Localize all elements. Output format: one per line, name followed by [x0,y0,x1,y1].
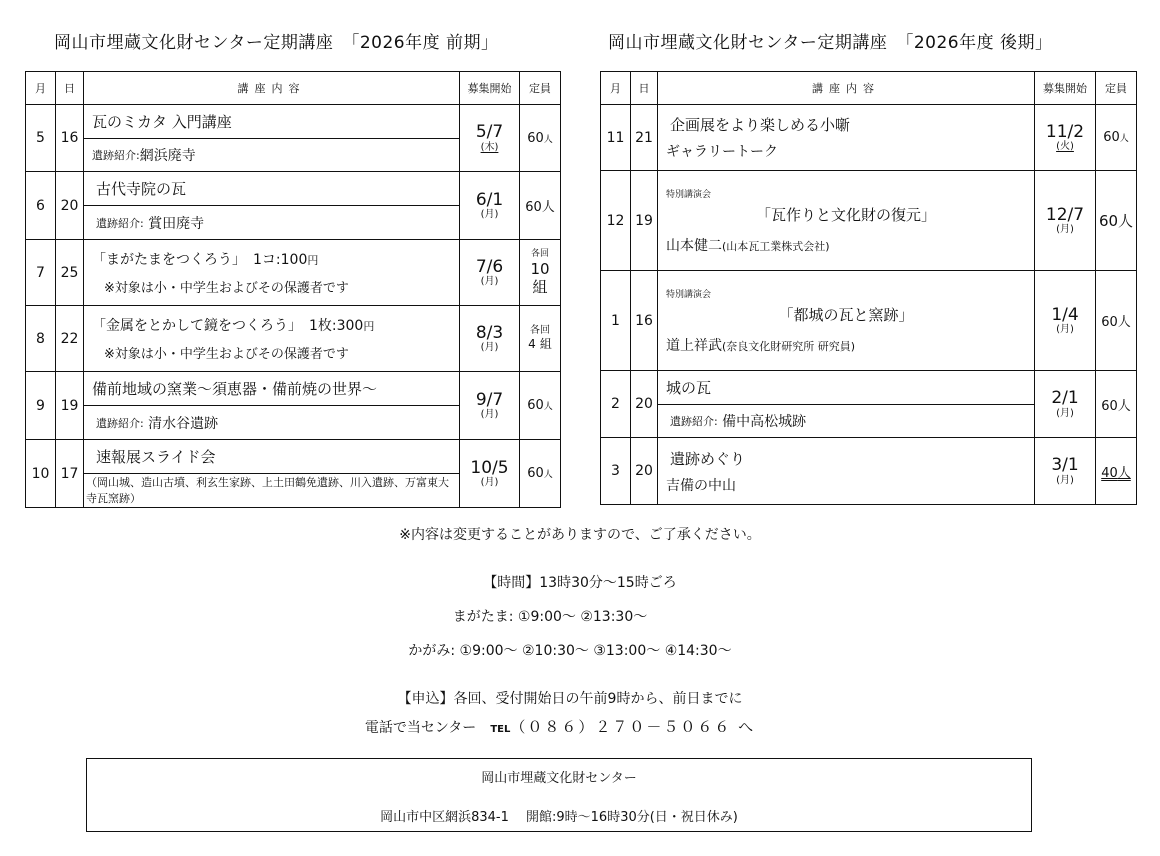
capacity-unit: 人 [1118,212,1134,230]
start-weekday: (月) [1056,474,1074,486]
table-header-row [26,72,561,105]
second-half-schedule-table [600,71,1137,505]
day-cell: 16 [631,271,658,371]
capacity-prefix: 各回 [530,324,550,336]
header-capacity: 定員 [1096,72,1137,105]
capacity-unit: 組 [539,336,552,351]
start-weekday: (月) [1056,324,1074,336]
lecture-title: 「瓦作りと文化財の復元」 [755,205,936,224]
header-day: 日 [56,72,84,105]
site-intro-label: 遺跡紹介: [96,216,144,230]
target-note: ※対象は小・中学生およびその保護者です [104,347,349,362]
site-name: 網浜廃寺 [139,147,196,164]
start-date: 1/4 [1051,304,1079,325]
start-date: 7/6 [475,256,504,277]
table-row [601,271,1137,371]
lecture-title: 古代寺院の瓦 [84,172,459,206]
capacity: 60 [1101,398,1118,414]
capacity: 60 [527,398,544,413]
month-cell: 5 [26,105,56,172]
start-date: 3/1 [1051,455,1079,476]
lecture-title: 城の瓦 [658,371,1034,405]
capacity-unit: 人 [1117,398,1131,414]
month-cell: 12 [601,171,631,271]
site-name: 清水谷遺跡 [148,415,219,432]
lecture-title: 企画展をより楽しめる小噺 [670,116,851,134]
start-date: 8/3 [475,322,504,343]
header-content: 講座内容 [84,72,460,105]
yen-unit: 円 [363,320,375,333]
day-cell: 19 [631,171,658,271]
speaker-affiliation: (奈良文化財研究所 研究員) [722,339,856,353]
table-row [601,171,1137,271]
site-intro-label: 遺跡紹介: [96,416,144,430]
table-header-row [601,72,1137,105]
start-date: 9/7 [475,389,504,410]
capacity-unit: 人 [1119,134,1129,144]
speaker-name: 山本健二 [666,237,722,254]
target-note: ※対象は小・中学生およびその保護者です [104,281,349,296]
capacity-emphasized [1101,466,1131,481]
tel-label: TEL [490,724,511,735]
first-half-schedule-table [25,71,561,508]
start-weekday: (火) [1056,141,1074,153]
start-weekday: (月) [480,409,499,421]
lecture-title: 遺跡めぐり [670,449,746,468]
day-cell: 22 [56,306,84,372]
capacity: 4 [528,336,536,351]
start-weekday: (月) [480,209,499,221]
start-date: 11/2 [1045,121,1085,142]
start-weekday: (月) [480,342,499,354]
header-month: 月 [601,72,631,105]
lecture-title: 「都城の瓦と窯跡」 [778,305,914,324]
table-row [26,306,561,372]
center-name: 岡山市埋蔵文化財センター [481,771,637,786]
month-cell: 1 [601,271,631,371]
start-weekday: (木) [480,141,499,153]
apply-phone-line [0,716,1140,737]
site-name: 賞田廃寺 [148,215,205,232]
speaker-name: 道上祥武 [666,337,722,354]
lecture-title: 「まがたまをつくろう」 1コ:100 [92,252,308,268]
apply-info: 【申込】各回、受付開始日の午前9時から、前日までに [397,691,743,707]
capacity: 60 [527,130,544,146]
start-date: 2/1 [1051,388,1079,409]
lecture-title: 「金属をとかして鏡をつくろう」 1枚:300 [92,318,364,334]
capacity: 60 [1098,212,1119,230]
day-cell: 20 [631,438,658,505]
special-lecture-tag: 特別講演会 [666,289,712,300]
capacity-unit: 人 [543,134,553,145]
header-day: 日 [631,72,658,105]
start-date: 5/7 [475,122,504,143]
day-cell: 16 [56,105,84,172]
header-start: 募集開始 [460,72,520,105]
day-cell: 17 [56,440,84,508]
day-cell: 20 [631,371,658,438]
special-lecture-tag: 特別講演会 [666,189,712,200]
capacity-prefix: 各回 [530,249,549,260]
capacity-unit: 人 [1117,315,1131,330]
capacity: 60 [527,466,544,481]
month-cell: 2 [601,371,631,438]
table-row [601,105,1137,171]
capacity-unit: 人 [543,402,553,412]
lecture-title: 瓦のミカタ 入門講座 [84,105,459,139]
header-month: 月 [26,72,56,105]
site-intro-label: 遺跡紹介: [92,148,140,162]
start-date: 12/7 [1045,204,1085,225]
day-cell: 21 [631,105,658,171]
table-row [26,105,561,172]
capacity-unit: 人 [1117,465,1131,481]
table-row [601,371,1137,438]
start-date: 10/5 [470,457,509,478]
lecture-title: 速報展スライド会 [84,440,459,474]
capacity-unit: 人 [541,200,555,215]
lecture-title: 備前地域の窯業～須恵器・備前焼の世界～ [84,372,459,406]
capacity: 40 [1101,465,1118,481]
start-date: 6/1 [475,189,504,210]
tel-number[interactable]: （０８６）２７０－５０６６ へ [510,718,756,736]
capacity: 60 [1103,130,1120,145]
capacity: 60 [1101,315,1118,330]
day-cell: 20 [56,172,84,240]
month-cell: 11 [601,105,631,171]
apply-phone-prefix: 電話で当センター [364,720,491,736]
start-weekday: (月) [1056,407,1074,419]
header-content: 講座内容 [658,72,1035,105]
month-cell: 7 [26,240,56,306]
lecture-subtitle: 吉備の中山 [666,477,736,494]
table-row [26,372,561,440]
kagami-times: かがみ: ①9:00～ ②10:30～ ③13:00～ ④14:30～ [408,643,732,659]
center-address-hours: 岡山市中区網浜834-1 開館:9時～16時30分(日・祝日休み) [380,810,738,825]
table-row [26,440,561,508]
site-intro-label: 遺跡紹介: [670,414,718,428]
center-info-box [86,758,1032,832]
month-cell: 10 [26,440,56,508]
month-cell: 8 [26,306,56,372]
table-row [26,172,561,240]
second-half-title: 岡山市埋蔵文化財センター定期講座 「2026年度 後期」 [608,33,1053,53]
capacity: 10 [530,259,550,278]
day-cell: 25 [56,240,84,306]
day-cell: 19 [56,372,84,440]
header-start: 募集開始 [1035,72,1096,105]
first-half-title: 岡山市埋蔵文化財センター定期講座 「2026年度 前期」 [54,33,499,53]
speaker-affiliation: (山本瓦工業株式会社) [722,239,830,253]
month-cell: 6 [26,172,56,240]
start-weekday: (月) [480,477,499,489]
table-row [601,438,1137,505]
start-weekday: (月) [1056,224,1074,236]
capacity: 60 [525,200,542,215]
header-capacity: 定員 [520,72,561,105]
start-weekday: (月) [480,276,499,288]
month-cell: 9 [26,372,56,440]
site-list: （岡山城、造山古墳、利玄生家跡、上土田鶴免遺跡、川入遺跡、万富東大寺瓦窯跡） [86,476,449,505]
table-row [26,240,561,306]
capacity-unit: 組 [532,277,548,296]
month-cell: 3 [601,438,631,505]
lecture-subtitle: ギャラリートーク [666,144,778,160]
capacity-unit: 人 [543,470,553,480]
yen-unit: 円 [307,254,319,267]
time-info: 【時間】13時30分～15時ごろ [483,575,677,591]
site-name: 備中高松城跡 [722,413,807,430]
change-notice: ※内容は変更することがありますので、ご了承ください。 [399,527,761,543]
magatama-times: まがたま: ①9:00～ ②13:30～ [452,609,648,625]
